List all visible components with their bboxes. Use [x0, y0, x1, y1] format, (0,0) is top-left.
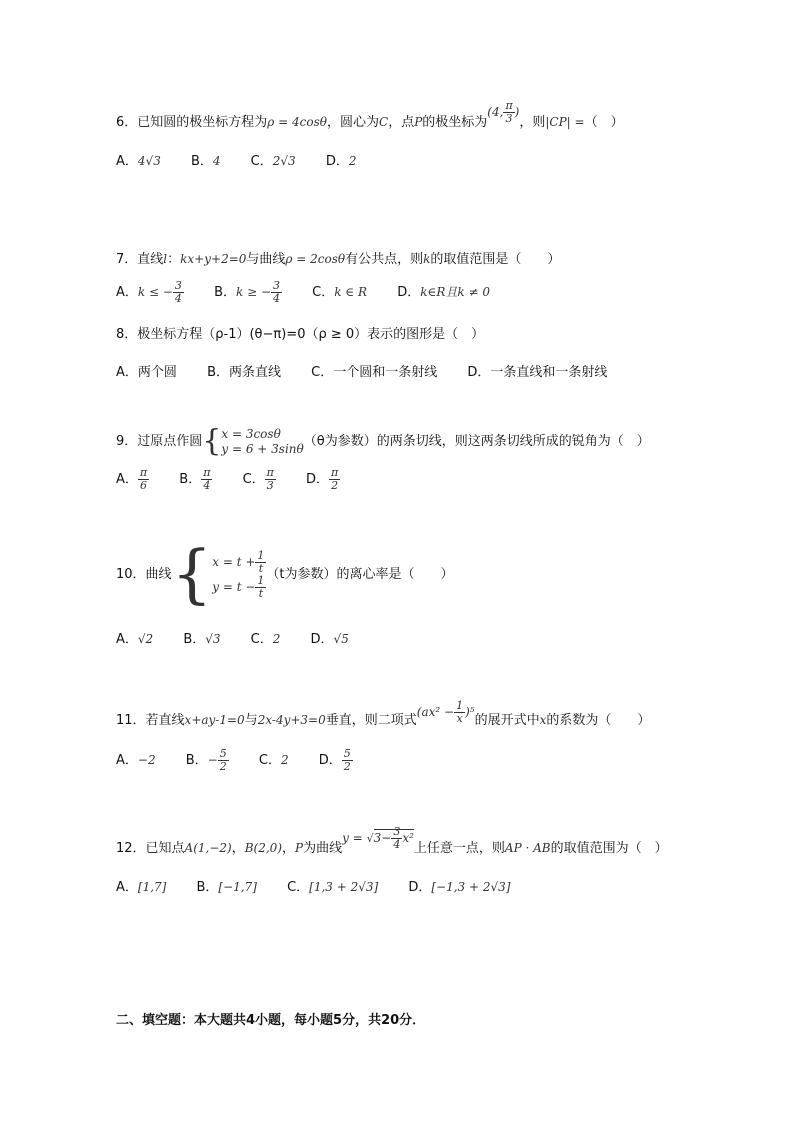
question-12: 12．已知点A(1,−2)，B(2,0)，P为曲线y = √3− $\frac{3}{4}$ x²上任意一点，则AP · AB的取值范围为（ ）: [116, 825, 668, 856]
question-11-options: [116, 742, 379, 779]
option-b: B．[−1,7]: [196, 880, 257, 895]
question-6: 6．已知圆的极坐标方程为ρ = 4cosθ，圆心为C，点P的极坐标为(4, $\frac{\pi}{3}$ )，则|CP| =（ ）: [116, 99, 624, 130]
question-11: 11．若直线x+ay-1=0与2x-4y+3=0垂直，则二项式(ax² − $\frac{1}{x}$ )⁵的展开式中x的系数为（ ）: [116, 699, 651, 728]
option-c: C．2: [258, 753, 289, 768]
option-a: A．两个圆: [116, 365, 177, 380]
option-a: A．√2: [116, 632, 154, 647]
option-b: B． $\frac{\pi}{4}$: [179, 466, 211, 492]
question-8: 8．极坐标方程（ρ-1）(θ−π)=0（ρ ≥ 0）表示的图形是（ ）: [116, 327, 485, 342]
curve-equation: y = √3− $\frac{3}{4}$ x²: [342, 825, 414, 851]
option-d: D．2: [325, 154, 357, 169]
binomial: (ax² − $\frac{1}{x}$ )⁵: [416, 699, 475, 725]
option-d: D． $\frac{\pi}{2}$: [306, 466, 339, 492]
option-b: B．√3: [183, 632, 221, 647]
option-d: D．[−1,3 + 2√3]: [408, 880, 511, 895]
question-12-options: [116, 878, 536, 897]
section-2-title: 二、填空题：本大题共4小题，每小题5分，共20分．: [116, 1013, 426, 1028]
option-c: C．k ∈ R: [312, 285, 368, 300]
option-a: A．4√3: [116, 154, 161, 169]
option-b: B．k ≥ − $\frac{3}{4}$: [214, 279, 280, 305]
question-10-options: [116, 630, 375, 649]
question-8-options: [116, 364, 633, 382]
option-d: D．√5: [310, 632, 349, 647]
option-b: B．− $\frac{5}{2}$: [185, 747, 227, 773]
option-d: D．一条直线和一条射线: [467, 365, 608, 380]
option-c: C．一个圆和一条射线: [311, 365, 438, 380]
option-b: B．两条直线: [207, 365, 281, 380]
question-9-options: [116, 462, 366, 498]
question-6-options: [116, 152, 382, 171]
option-d: D．k∈R且k ≠ 0: [397, 285, 490, 300]
option-a: A．k ≤ − $\frac{3}{4}$: [116, 279, 182, 305]
option-a: A．−2: [116, 753, 156, 768]
option-b: B．4: [190, 154, 221, 169]
option-c: C．[1,3 + 2√3]: [287, 880, 379, 895]
option-a: A． $\frac{\pi}{6}$: [116, 466, 148, 492]
question-7: 7．直线l：kx+y+2=0与曲线ρ = 2cosθ有公共点，则k的取值范围是（ ）: [116, 252, 561, 267]
question-9: 9．过原点作圆{ x = 3cosθ y = 6 + 3sinθ （θ为参数）的两条切线，则这两条切线所成的锐角为（ ）: [116, 423, 650, 459]
option-d: D． $\frac{5}{2}$: [318, 747, 351, 773]
option-a: A．[1,7]: [116, 880, 167, 895]
option-c: C．2√3: [250, 154, 296, 169]
option-c: C．2: [250, 632, 281, 647]
question-7-options: [116, 276, 516, 309]
option-c: C． $\frac{\pi}{3}$: [242, 466, 274, 492]
question-10: 10．曲线{ x = t + $\frac{1}{t}$ y = t − $\frac{1}{t}$ （t为参数）的离心率是（ ）: [116, 537, 454, 612]
polar-coord: (4, $\frac{\pi}{3}$ ): [487, 99, 520, 125]
